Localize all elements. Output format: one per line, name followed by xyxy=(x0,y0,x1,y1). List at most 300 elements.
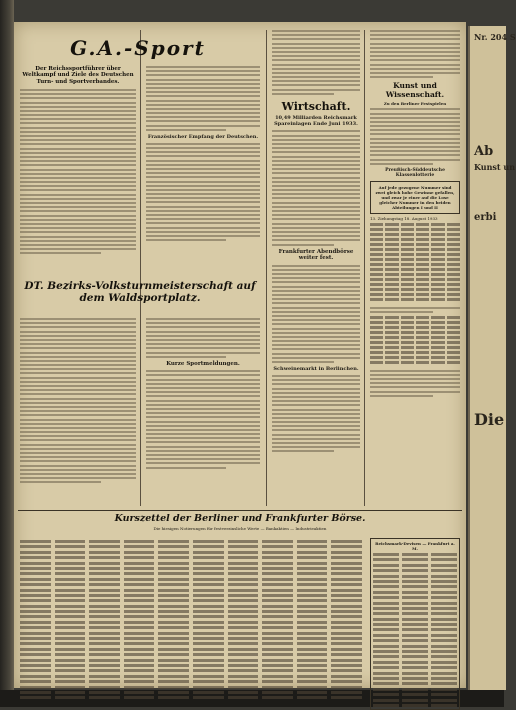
table-cell xyxy=(331,562,362,565)
table-cell xyxy=(447,361,460,364)
body-text-line xyxy=(272,177,360,179)
body-text-line xyxy=(146,206,260,208)
lottery-number-table-2 xyxy=(370,316,460,364)
table-cell xyxy=(20,642,51,645)
body-text-line xyxy=(370,311,433,313)
body-text-line xyxy=(20,148,136,150)
table-cell xyxy=(431,263,444,266)
table-cell xyxy=(370,283,383,286)
table-cell xyxy=(297,615,328,618)
table-cell xyxy=(262,680,293,683)
table-cell xyxy=(262,642,293,645)
table-cell xyxy=(20,686,51,689)
table-cell xyxy=(385,278,398,281)
body-text-line xyxy=(272,38,360,40)
table-cell xyxy=(262,637,293,640)
table-cell xyxy=(55,540,86,543)
table-grid xyxy=(373,553,457,707)
table-cell xyxy=(416,356,429,359)
table-cell xyxy=(20,540,51,543)
body-text-line xyxy=(370,64,460,66)
table-cell xyxy=(297,626,328,629)
table-cell xyxy=(228,605,259,608)
body-text-line xyxy=(146,458,260,460)
table-cell xyxy=(297,572,328,575)
table-cell xyxy=(370,248,383,251)
table-cell xyxy=(402,553,428,556)
body-text-line xyxy=(20,414,136,416)
table-cell xyxy=(193,686,224,689)
table-cell xyxy=(193,621,224,624)
table-cell xyxy=(20,659,51,662)
table-cell xyxy=(416,248,429,251)
table-cell xyxy=(193,556,224,559)
table-cell xyxy=(370,273,383,276)
table-cell xyxy=(385,336,398,339)
table-cell xyxy=(370,278,383,281)
table-cell xyxy=(447,326,460,329)
table-cell xyxy=(373,602,399,605)
table-cell xyxy=(431,569,457,572)
table-cell xyxy=(158,659,189,662)
table-cell xyxy=(402,591,428,594)
table-cell xyxy=(297,562,328,565)
table-cell xyxy=(385,341,398,344)
body-text-line xyxy=(146,370,260,372)
table-cell xyxy=(370,361,383,364)
table-cell xyxy=(431,602,457,605)
table-cell xyxy=(20,556,51,559)
body-text-line xyxy=(146,391,260,393)
body-text-line xyxy=(272,223,360,225)
table-cell xyxy=(331,621,362,624)
table-cell xyxy=(262,659,293,662)
body-text-line xyxy=(370,30,460,32)
table-cell xyxy=(373,564,399,567)
table-cell xyxy=(402,580,428,583)
table-cell xyxy=(20,578,51,581)
table-cell xyxy=(262,545,293,548)
volksturn-column-2 xyxy=(146,318,260,471)
table-cell xyxy=(401,253,414,256)
table-cell xyxy=(193,583,224,586)
table-cell xyxy=(20,696,51,699)
table-cell xyxy=(370,223,383,226)
body-text-line xyxy=(146,322,260,324)
body-text-line xyxy=(20,423,136,425)
body-text-line xyxy=(20,198,136,200)
table-cell xyxy=(402,645,428,648)
table-cell xyxy=(124,567,155,570)
table-cell xyxy=(297,686,328,689)
table-cell xyxy=(402,602,428,605)
body-text-line xyxy=(20,110,136,112)
table-cell xyxy=(373,580,399,583)
body-text-line xyxy=(272,151,360,153)
table-cell xyxy=(228,562,259,565)
table-cell xyxy=(401,283,414,286)
table-cell xyxy=(262,562,293,565)
table-cell xyxy=(193,540,224,543)
table-cell xyxy=(55,648,86,651)
table-cell xyxy=(402,618,428,621)
table-cell xyxy=(124,642,155,645)
body-text-line xyxy=(272,160,360,162)
body-text-line xyxy=(370,391,460,393)
table-cell xyxy=(228,572,259,575)
table-cell xyxy=(416,233,429,236)
table-cell xyxy=(228,642,259,645)
table-cell xyxy=(158,562,189,565)
body-text-line xyxy=(20,326,136,328)
table-cell xyxy=(55,653,86,656)
table-cell xyxy=(416,336,429,339)
body-text-line xyxy=(370,47,460,49)
table-cell xyxy=(416,263,429,266)
lottery-date-line: 13. Ziehungstag 18. August 1933 xyxy=(370,215,438,221)
table-cell xyxy=(373,623,399,626)
table-cell xyxy=(158,540,189,543)
table-cell xyxy=(447,293,460,296)
volksturn-column-1 xyxy=(20,318,136,486)
newspaper-page xyxy=(14,22,466,688)
table-cell xyxy=(89,642,120,645)
table-cell xyxy=(20,562,51,565)
body-text-line xyxy=(272,239,360,241)
table-cell xyxy=(124,599,155,602)
table-cell xyxy=(262,572,293,575)
table-cell xyxy=(89,551,120,554)
body-text-line xyxy=(146,429,260,431)
table-cell xyxy=(431,228,444,231)
table-cell xyxy=(431,591,457,594)
body-text-line xyxy=(146,374,260,376)
body-text-line xyxy=(370,395,433,397)
table-cell xyxy=(370,346,383,349)
table-cell xyxy=(373,558,399,561)
table-cell xyxy=(55,605,86,608)
body-text-line xyxy=(370,138,460,140)
table-cell xyxy=(373,699,399,702)
table-cell xyxy=(373,645,399,648)
wirtschaft-headline: Wirtschaft. xyxy=(281,99,351,113)
table-cell xyxy=(373,704,399,707)
table-cell xyxy=(373,612,399,615)
body-text-line xyxy=(146,437,260,439)
table-cell xyxy=(124,578,155,581)
table-cell xyxy=(431,233,444,236)
table-cell xyxy=(331,648,362,651)
table-cell xyxy=(385,346,398,349)
table-cell xyxy=(447,248,460,251)
table-cell xyxy=(431,326,444,329)
table-cell xyxy=(20,567,51,570)
body-text-line xyxy=(20,448,136,450)
table-cell xyxy=(447,238,460,241)
table-cell xyxy=(193,653,224,656)
table-cell xyxy=(431,336,444,339)
body-text-line xyxy=(272,450,334,452)
body-text-line xyxy=(20,439,136,441)
wirtschaft-subheadline: 10,49 Milliarden Reichsmark Spareinlagen Ende Juni 1933. xyxy=(274,115,358,128)
table-cell xyxy=(158,621,189,624)
body-text-line xyxy=(370,382,460,384)
table-cell xyxy=(89,696,120,699)
table-grid xyxy=(20,540,362,699)
table-cell xyxy=(89,589,120,592)
body-text-line xyxy=(146,91,260,93)
table-cell xyxy=(401,316,414,319)
table-cell xyxy=(385,288,398,291)
body-text-line xyxy=(370,125,460,127)
table-cell xyxy=(331,599,362,602)
body-text-line xyxy=(20,223,136,225)
table-cell xyxy=(373,688,399,691)
table-cell xyxy=(228,653,259,656)
body-text-line xyxy=(370,159,460,161)
table-cell xyxy=(89,626,120,629)
table-cell xyxy=(55,637,86,640)
table-cell xyxy=(331,615,362,618)
table-cell xyxy=(331,626,362,629)
table-cell xyxy=(20,632,51,635)
body-text-line xyxy=(146,189,260,191)
table-cell xyxy=(193,642,224,645)
body-text-line xyxy=(146,421,260,423)
table-cell xyxy=(401,273,414,276)
body-text-line xyxy=(146,450,260,452)
table-cell xyxy=(124,664,155,667)
table-cell xyxy=(89,605,120,608)
table-cell xyxy=(447,316,460,319)
body-text-line xyxy=(272,185,360,187)
table-cell xyxy=(370,356,383,359)
table-cell xyxy=(370,331,383,334)
table-cell xyxy=(228,545,259,548)
body-text-line xyxy=(146,155,260,157)
body-text-line xyxy=(20,431,136,433)
table-cell xyxy=(89,653,120,656)
body-text-line xyxy=(146,193,260,195)
table-cell xyxy=(447,273,460,276)
table-cell xyxy=(416,316,429,319)
body-text-line xyxy=(146,433,260,435)
table-cell xyxy=(297,691,328,694)
body-text-line xyxy=(146,120,260,122)
table-cell xyxy=(447,253,460,256)
table-cell xyxy=(20,589,51,592)
volksturn-headline: DT. Bezirks-Volksturnmeisterschaft auf dem Waldsportplatz. xyxy=(24,280,256,305)
body-text-line xyxy=(20,452,136,454)
body-text-line xyxy=(146,454,260,456)
table-cell xyxy=(447,298,460,301)
body-text-line xyxy=(370,113,460,115)
body-text-line xyxy=(272,147,360,149)
table-cell xyxy=(431,278,444,281)
table-cell xyxy=(55,696,86,699)
section-divider xyxy=(18,510,462,511)
table-cell xyxy=(331,680,362,683)
table-cell xyxy=(55,680,86,683)
body-text-line xyxy=(146,129,226,131)
body-text-line xyxy=(272,34,360,36)
body-text-line xyxy=(20,210,136,212)
table-cell xyxy=(262,653,293,656)
body-text-line xyxy=(146,168,260,170)
table-cell xyxy=(262,567,293,570)
body-text-line xyxy=(272,143,360,145)
body-text-line xyxy=(272,438,360,440)
table-cell xyxy=(55,556,86,559)
table-cell xyxy=(370,321,383,324)
body-text-line xyxy=(370,117,460,119)
table-cell xyxy=(416,258,429,261)
table-cell xyxy=(402,661,428,664)
table-cell xyxy=(89,669,120,672)
table-cell xyxy=(158,669,189,672)
body-text-line xyxy=(272,307,360,309)
frankfurt-headline: Frankfurter Abendbörse weiter fest. xyxy=(278,248,354,262)
sport-column-1 xyxy=(20,66,136,256)
table-cell xyxy=(55,691,86,694)
table-cell xyxy=(401,278,414,281)
table-cell xyxy=(373,661,399,664)
body-text-line xyxy=(272,76,360,78)
column-rule xyxy=(140,30,141,506)
table-cell xyxy=(228,589,259,592)
table-cell xyxy=(262,664,293,667)
body-text-line xyxy=(272,446,360,448)
table-cell xyxy=(158,551,189,554)
body-text-line xyxy=(370,55,460,57)
table-cell xyxy=(385,356,398,359)
body-text-line xyxy=(146,147,260,149)
table-cell xyxy=(297,664,328,667)
body-text-line xyxy=(20,102,136,104)
table-cell xyxy=(431,612,457,615)
table-cell xyxy=(402,699,428,702)
body-text-line xyxy=(20,343,136,345)
lottery-title: Preußisch-Süddeutsche Klassenlotterie xyxy=(385,167,445,179)
body-text-line xyxy=(370,154,460,156)
table-cell xyxy=(385,361,398,364)
body-text-line xyxy=(146,197,260,199)
table-cell xyxy=(401,321,414,324)
table-cell xyxy=(55,664,86,667)
body-text-line xyxy=(20,469,136,471)
table-cell xyxy=(385,233,398,236)
table-cell xyxy=(228,626,259,629)
table-cell xyxy=(262,632,293,635)
table-cell xyxy=(373,575,399,578)
table-cell xyxy=(431,618,457,621)
table-cell xyxy=(297,610,328,613)
table-cell xyxy=(297,648,328,651)
viehmarkt-headline: Schweinemarkt in Berlinchen. xyxy=(273,366,359,373)
table-cell xyxy=(402,575,428,578)
body-text-line xyxy=(20,139,136,141)
table-cell xyxy=(262,551,293,554)
table-cell xyxy=(401,233,414,236)
table-cell xyxy=(401,298,414,301)
body-text-line xyxy=(146,400,260,402)
body-text-line xyxy=(272,353,360,355)
table-cell xyxy=(431,672,457,675)
body-text-line xyxy=(20,318,136,320)
table-cell xyxy=(193,578,224,581)
table-cell xyxy=(331,659,362,662)
table-cell xyxy=(262,594,293,597)
table-cell xyxy=(193,615,224,618)
table-cell xyxy=(373,672,399,675)
table-cell xyxy=(262,686,293,689)
table-cell xyxy=(158,642,189,645)
wirtschaft-column xyxy=(272,30,360,455)
table-cell xyxy=(402,634,428,637)
table-cell xyxy=(262,599,293,602)
table-cell xyxy=(89,648,120,651)
body-text-line xyxy=(146,326,260,328)
body-text-line xyxy=(272,64,360,66)
table-cell xyxy=(55,551,86,554)
table-cell xyxy=(297,621,328,624)
table-cell xyxy=(55,615,86,618)
body-text-line xyxy=(146,66,260,68)
body-text-line xyxy=(370,142,460,144)
table-cell xyxy=(193,599,224,602)
adjacent-page-fragment: erbi xyxy=(474,212,497,223)
table-cell xyxy=(385,253,398,256)
table-cell xyxy=(89,583,120,586)
table-cell xyxy=(385,238,398,241)
body-text-line xyxy=(370,129,460,131)
body-text-line xyxy=(272,43,360,45)
table-cell xyxy=(124,551,155,554)
body-text-line xyxy=(20,97,136,99)
table-cell xyxy=(228,594,259,597)
table-cell xyxy=(331,578,362,581)
body-text-line xyxy=(20,335,136,337)
table-cell xyxy=(124,680,155,683)
body-text-line xyxy=(146,108,260,110)
table-cell xyxy=(124,589,155,592)
table-cell xyxy=(370,288,383,291)
table-cell xyxy=(124,583,155,586)
table-cell xyxy=(228,675,259,678)
table-cell xyxy=(401,336,414,339)
table-cell xyxy=(89,675,120,678)
body-text-line xyxy=(146,239,226,241)
table-cell xyxy=(385,326,398,329)
table-cell xyxy=(331,691,362,694)
body-text-line xyxy=(272,392,360,394)
body-text-line xyxy=(272,311,360,313)
body-text-line xyxy=(272,361,334,363)
table-cell xyxy=(370,293,383,296)
table-cell xyxy=(402,704,428,707)
table-cell xyxy=(373,682,399,685)
table-cell xyxy=(416,273,429,276)
body-text-line xyxy=(146,379,260,381)
body-text-line xyxy=(146,412,260,414)
table-cell xyxy=(385,223,398,226)
body-text-line xyxy=(272,156,360,158)
column-rule xyxy=(364,30,365,506)
table-cell xyxy=(158,648,189,651)
table-cell xyxy=(262,540,293,543)
table-cell xyxy=(431,704,457,707)
table-cell xyxy=(370,243,383,246)
